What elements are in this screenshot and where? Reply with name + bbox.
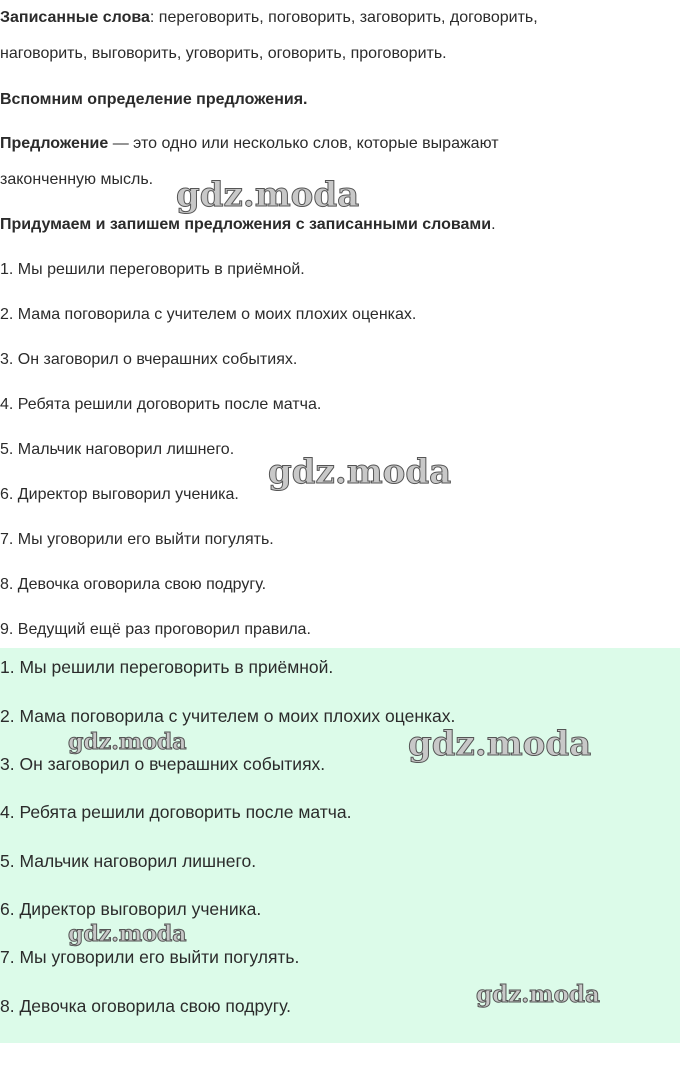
highlighted-sentence-1: 1. Мы решили переговорить в приёмной.	[0, 657, 334, 677]
watermark: gdz.moda	[68, 921, 187, 947]
definition-text: — это одно или несколько слов, которые выражают	[108, 135, 499, 152]
watermark: gdz.moda	[68, 729, 187, 755]
sentence-8: 8. Девочка оговорила свою подругу.	[0, 576, 267, 593]
highlighted-sentence-3: 3. Он заговорил о вчерашних событиях.	[0, 754, 326, 774]
watermark: gdz.moda	[408, 724, 592, 764]
written-words-line-1	[0, 8, 538, 28]
written-words-list: : переговорить, поговорить, заговорить, договорить,	[149, 9, 538, 26]
written-words-label: Записанные слова	[0, 9, 150, 26]
definition-heading: Вспомним определение предложения.	[0, 91, 308, 108]
watermark: gdz.moda	[268, 452, 452, 492]
watermark: gdz.moda	[476, 981, 600, 1008]
sentence-4: 4. Ребята решили договорить после матча.	[0, 396, 322, 413]
definition-line-2: законченную мысль.	[0, 171, 154, 188]
highlighted-sentence-7: 7. Мы уговорили его выйти погулять.	[0, 947, 300, 967]
sentence-6: 6. Директор выговорил ученика.	[0, 486, 239, 503]
sentence-1: 1. Мы решили переговорить в приёмной.	[0, 261, 305, 278]
highlighted-sentence-5: 5. Мальчик наговорил лишнего.	[0, 851, 257, 871]
highlighted-sentence-8: 8. Девочка оговорила свою подругу.	[0, 996, 291, 1016]
watermark: gdz.moda	[176, 175, 360, 215]
highlighted-sentence-2: 2. Мама поговорила с учителем о моих плохих оценках.	[0, 706, 456, 726]
sentence-9: 9. Ведущий ещё раз проговорил правила.	[0, 621, 311, 638]
definition-term: Предложение	[0, 135, 109, 152]
sentence-5: 5. Мальчик наговорил лишнего.	[0, 441, 235, 458]
highlighted-sentence-6: 6. Директор выговорил ученика.	[0, 899, 262, 919]
definition-line-1	[0, 134, 499, 154]
written-words-line-2: наговорить, выговорить, уговорить, оговорить, проговорить.	[0, 45, 447, 62]
highlighted-sentence-4: 4. Ребята решили договорить после матча.	[0, 802, 352, 822]
sentence-7: 7. Мы уговорили его выйти погулять.	[0, 531, 274, 548]
sentence-2: 2. Мама поговорила с учителем о моих плохих оценках.	[0, 306, 417, 323]
task-heading: Придумаем и запишем предложения с записанными словами.	[0, 216, 496, 233]
sentence-3: 3. Он заговорил о вчерашних событиях.	[0, 351, 298, 368]
